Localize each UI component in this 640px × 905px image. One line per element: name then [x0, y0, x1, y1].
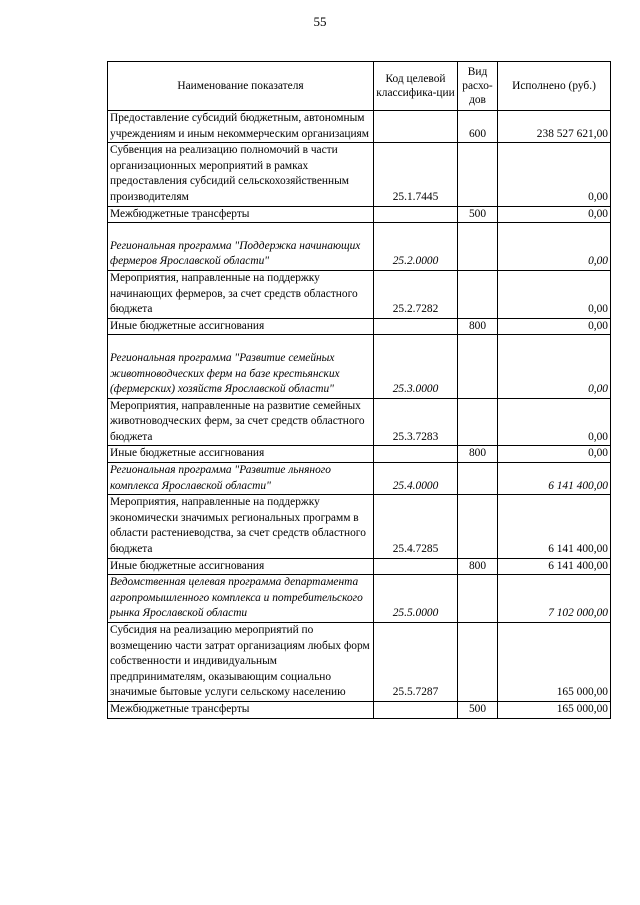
table-row	[108, 575, 611, 623]
header-executed-amount: Исполнено (руб.)	[498, 62, 611, 111]
row-target-code	[374, 558, 458, 575]
row-executed-amount: 0,00	[498, 446, 611, 463]
row-indicator-name: Субсидия на реализацию мероприятий по возмещению части затрат организациям любых форм собственности и индивидуальным предпринимателям, оказывающим социально значимые бытовые услуги сельскому населению	[108, 623, 374, 702]
row-expense-type: 800	[458, 446, 498, 463]
row-expense-type	[458, 623, 498, 702]
row-executed-amount: 0,00	[498, 206, 611, 223]
row-indicator-name: Региональная программа "Развитие льняного комплекса Ярославской области"	[108, 463, 374, 495]
table-row	[108, 558, 611, 575]
row-expense-type	[458, 495, 498, 558]
row-executed-amount: 6 141 400,00	[498, 558, 611, 575]
row-indicator-name: Иные бюджетные ассигнования	[108, 558, 374, 575]
row-target-code: 25.5.0000	[374, 575, 458, 623]
row-target-code	[374, 111, 458, 143]
row-indicator-name: Мероприятия, направленные на развитие семейных животноводческих ферм, за счет средств областного бюджета	[108, 398, 374, 446]
row-expense-type: 500	[458, 206, 498, 223]
row-target-code: 25.5.7287	[374, 623, 458, 702]
table-row	[108, 223, 611, 271]
row-executed-amount: 0,00	[498, 270, 611, 318]
header-indicator-name: Наименование показателя	[108, 62, 374, 111]
row-target-code	[374, 318, 458, 335]
row-executed-amount: 0,00	[498, 223, 611, 271]
row-executed-amount: 7 102 000,00	[498, 575, 611, 623]
row-executed-amount: 6 141 400,00	[498, 495, 611, 558]
row-expense-type: 600	[458, 111, 498, 143]
row-target-code: 25.4.0000	[374, 463, 458, 495]
row-target-code: 25.3.7283	[374, 398, 458, 446]
table-row	[108, 206, 611, 223]
row-target-code: 25.2.0000	[374, 223, 458, 271]
table-row	[108, 463, 611, 495]
row-indicator-name: Межбюджетные трансферты	[108, 206, 374, 223]
row-indicator-name: Мероприятия, направленные на поддержку начинающих фермеров, за счет средств областного бюджета	[108, 270, 374, 318]
row-indicator-name: Предоставление субсидий бюджетным, автономным учреждениям и иным некоммерческим организациям	[108, 111, 374, 143]
row-executed-amount: 0,00	[498, 398, 611, 446]
row-target-code	[374, 206, 458, 223]
table-row	[108, 701, 611, 718]
table-row	[108, 335, 611, 398]
row-indicator-name: Межбюджетные трансферты	[108, 701, 374, 718]
table-body	[108, 111, 611, 719]
table-row	[108, 270, 611, 318]
budget-execution-table	[107, 61, 611, 719]
row-executed-amount: 0,00	[498, 143, 611, 206]
row-expense-type: 800	[458, 558, 498, 575]
header-expense-type: Вид расхо-дов	[458, 62, 498, 111]
row-indicator-name: Региональная программа "Развитие семейных животноводческих ферм на базе крестьянских (фермерских) хозяйств Ярославской области"	[108, 335, 374, 398]
table-row	[108, 623, 611, 702]
table-row	[108, 111, 611, 143]
table-row	[108, 143, 611, 206]
row-indicator-name: Иные бюджетные ассигнования	[108, 318, 374, 335]
header-target-code: Код целевой классифика-ции	[374, 62, 458, 111]
row-target-code: 25.4.7285	[374, 495, 458, 558]
row-target-code: 25.3.0000	[374, 335, 458, 398]
table-header-row	[108, 62, 611, 111]
row-target-code	[374, 701, 458, 718]
row-executed-amount: 0,00	[498, 318, 611, 335]
row-expense-type: 500	[458, 701, 498, 718]
row-indicator-name: Региональная программа "Поддержка начинающих фермеров Ярославской области"	[108, 223, 374, 271]
page-number: 55	[313, 14, 327, 29]
row-expense-type	[458, 223, 498, 271]
row-executed-amount: 0,00	[498, 335, 611, 398]
row-target-code: 25.2.7282	[374, 270, 458, 318]
row-expense-type: 800	[458, 318, 498, 335]
table-row	[108, 318, 611, 335]
row-expense-type	[458, 143, 498, 206]
row-indicator-name: Иные бюджетные ассигнования	[108, 446, 374, 463]
row-indicator-name: Субвенция на реализацию полномочий в части организационных мероприятий в рамках предоставления субсидий сельскохозяйственным производителям	[108, 143, 374, 206]
row-indicator-name: Мероприятия, направленные на поддержку экономически значимых региональных программ в области растениеводства, за счет средств областного бюджета	[108, 495, 374, 558]
row-executed-amount: 165 000,00	[498, 623, 611, 702]
row-expense-type	[458, 335, 498, 398]
table-row	[108, 446, 611, 463]
row-indicator-name: Ведомственная целевая программа департамента агропромышленного комплекса и потребительского рынка Ярославской области	[108, 575, 374, 623]
row-executed-amount: 238 527 621,00	[498, 111, 611, 143]
table-row	[108, 398, 611, 446]
row-executed-amount: 6 141 400,00	[498, 463, 611, 495]
row-expense-type	[458, 575, 498, 623]
row-executed-amount: 165 000,00	[498, 701, 611, 718]
row-expense-type	[458, 398, 498, 446]
table-row	[108, 495, 611, 558]
row-target-code	[374, 446, 458, 463]
row-target-code: 25.1.7445	[374, 143, 458, 206]
row-expense-type	[458, 270, 498, 318]
row-expense-type	[458, 463, 498, 495]
